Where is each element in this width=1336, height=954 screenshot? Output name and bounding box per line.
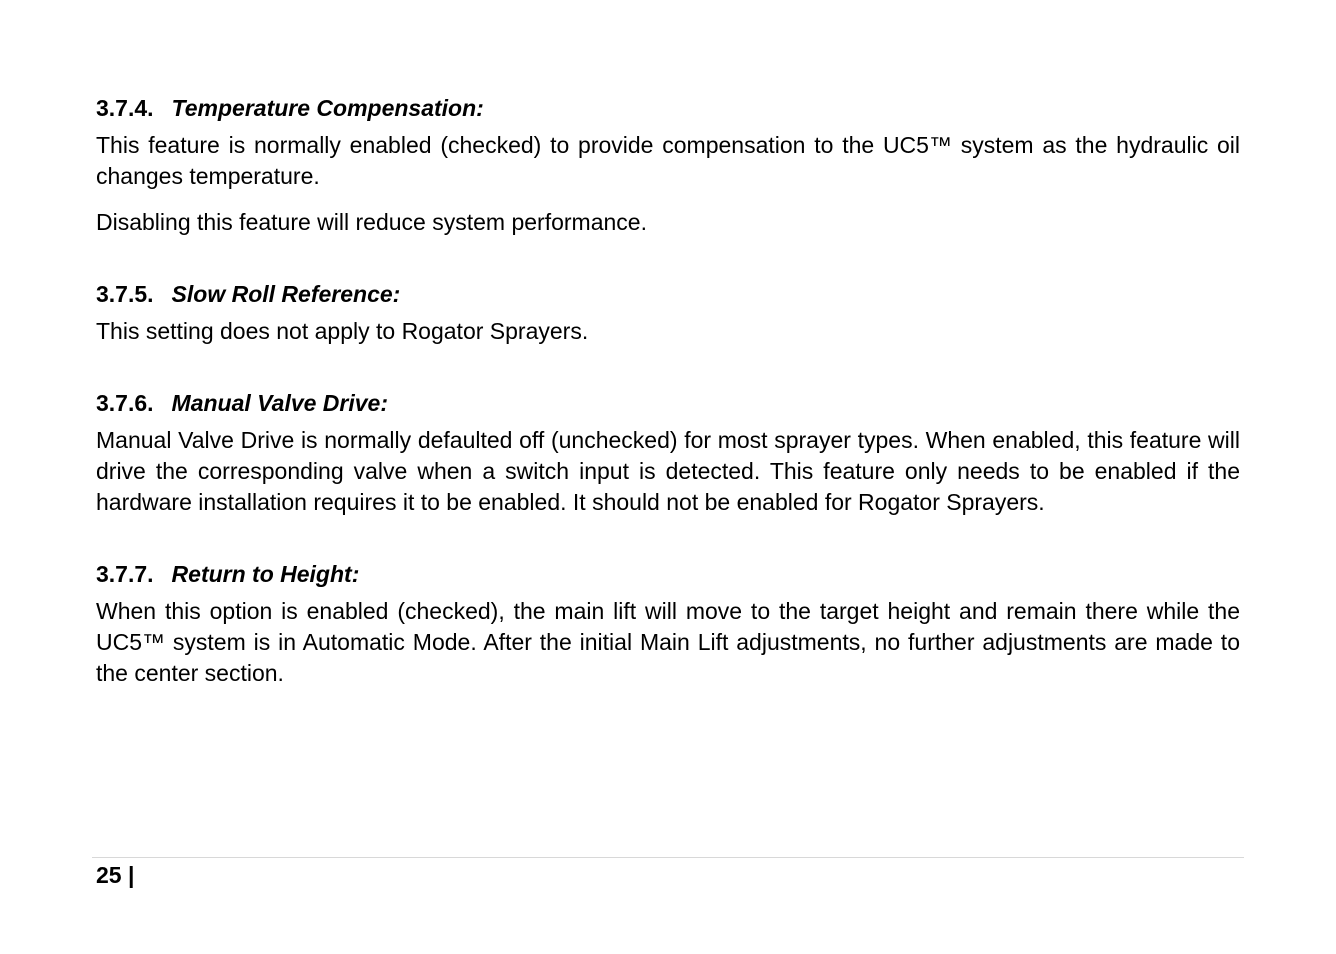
section-heading bbox=[96, 387, 1240, 419]
section-slow-roll-reference bbox=[96, 278, 1240, 347]
section-heading bbox=[96, 558, 1240, 590]
section-title: Temperature Compensation: bbox=[171, 95, 484, 121]
page-number: 25 | bbox=[96, 862, 135, 888]
section-number: 3.7.6. bbox=[96, 390, 154, 416]
section-title: Manual Valve Drive: bbox=[171, 390, 389, 416]
section-heading bbox=[96, 92, 1240, 124]
paragraph: Manual Valve Drive is normally defaulted off (unchecked) for most sprayer types. When enabled, this feature will drive the corresponding valve when a switch input is detected. This feature only needs to be enabled if the hardware installation requires it to be enabled. It should not be enabled for Rogator Sprayers. bbox=[96, 427, 1240, 515]
paragraph: This feature is normally enabled (checked) to provide compensation to the UC5™ system as the hydraulic oil changes temperature. bbox=[96, 132, 1240, 189]
section-heading bbox=[96, 278, 1240, 310]
paragraph: Disabling this feature will reduce system performance. bbox=[96, 209, 647, 235]
document-page bbox=[96, 92, 1240, 704]
footer-divider bbox=[92, 857, 1244, 858]
section-manual-valve-drive bbox=[96, 387, 1240, 518]
paragraph: When this option is enabled (checked), the main lift will move to the target height and remain there while the UC5™ system is in Automatic Mode. After the initial Main Lift adjustments, no further adjustments are made to the center section. bbox=[96, 598, 1240, 686]
section-return-to-height bbox=[96, 558, 1240, 689]
section-temperature-compensation bbox=[96, 92, 1240, 238]
section-number: 3.7.4. bbox=[96, 95, 154, 121]
section-number: 3.7.5. bbox=[96, 281, 154, 307]
section-title: Slow Roll Reference: bbox=[171, 281, 401, 307]
section-title: Return to Height: bbox=[171, 561, 360, 587]
paragraph: This setting does not apply to Rogator Sprayers. bbox=[96, 318, 589, 344]
section-number: 3.7.7. bbox=[96, 561, 154, 587]
